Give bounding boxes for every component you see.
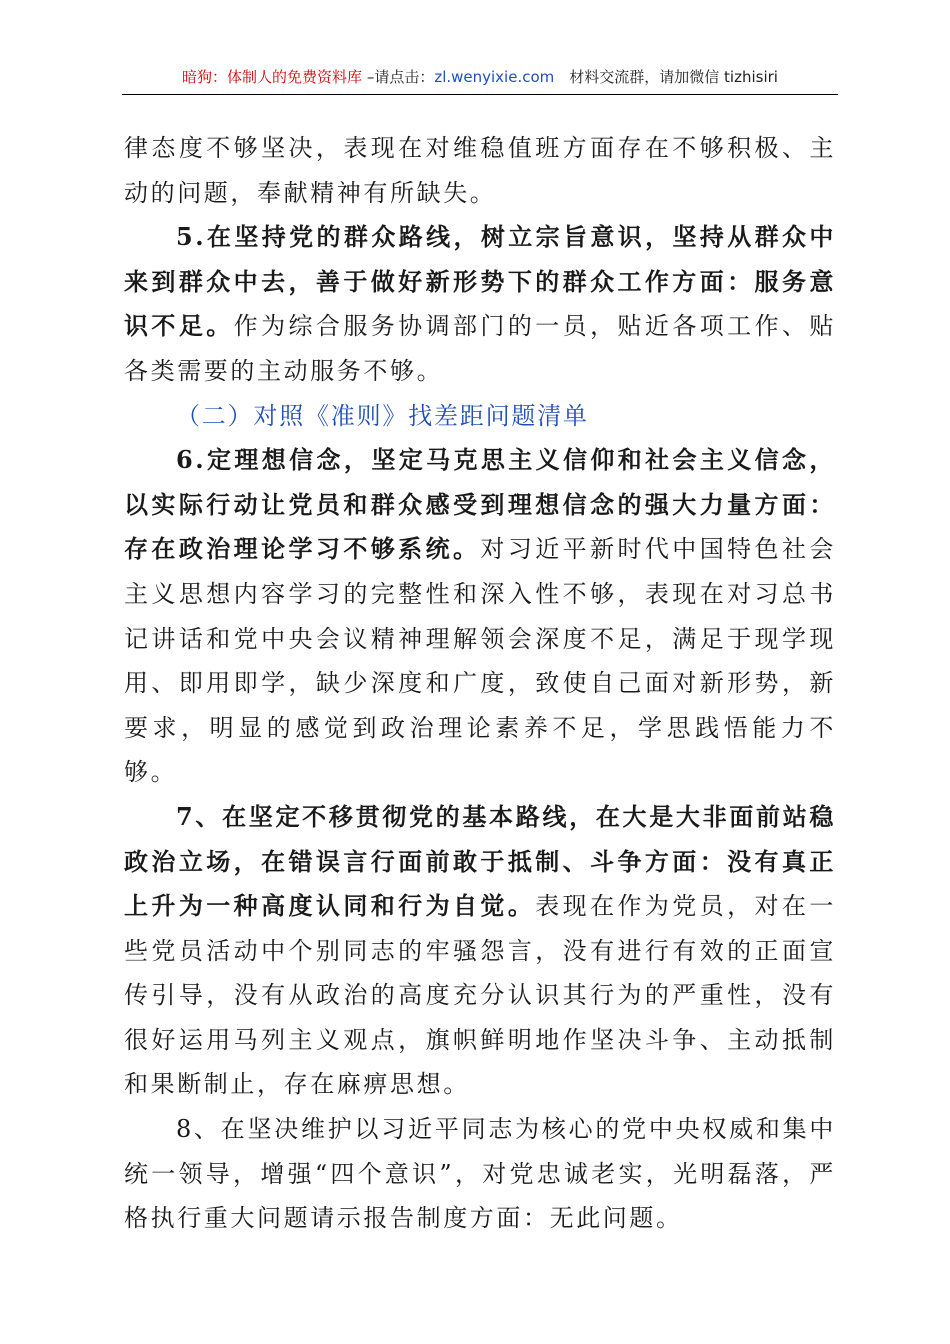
paragraph-text: 对习近平新时代中国特色社会主义思想内容学习的完整性和深入性不够，表现在对习总书记讲话和党中央会议精神理解领会深度不足，满足于现学现用、即用即学，缺少深度和广度，致使自己面对新形势，新要求，明显的感觉到政治理论素养不足，学思践悟能力不够。 [124, 535, 836, 787]
header-click-prompt: –请点击： [362, 68, 435, 86]
header-wechat-note: 材料交流群，请加微信 tizhisiri [554, 68, 778, 86]
section-heading: （二）对照《准则》找差距问题清单 [176, 401, 589, 430]
paragraph-bold-lead: 6.定理想信念，坚定马克思主义信仰和社会主义信念，以实际行动让党员和群众感受到理想信念的强大力量方面：存在政治理论学习不够系统。 [124, 445, 836, 564]
header-site-name: 暗狗：体制人的免费资料库 [182, 68, 363, 86]
paragraph-bold-lead: 5.在坚持党的群众路线，树立宗旨意识，坚持从群众中来到群众中去，善于做好新形势下的群众工作方面：服务意识不足。 [124, 222, 836, 341]
paragraph-item-5 [124, 215, 836, 393]
paragraph-item-6 [124, 438, 836, 795]
document-body [124, 126, 836, 1241]
paragraph-item-7 [124, 795, 836, 1107]
page-header [122, 66, 838, 95]
paragraph-text: 表现在作为党员，对在一些党员活动中个别同志的牢骚怨言，没有进行有效的正面宣传引导，没有从政治的高度充分认识其行为的严重性，没有很好运用马列主义观点，旗帜鲜明地作坚决斗争、主动抵制和果断制止，存在麻痹思想。 [124, 892, 836, 1099]
paragraph-bold-lead: 7、在坚定不移贯彻党的基本路线，在大是大非面前站稳政治立场，在错误言行面前敢于抵制、斗争方面：没有真正上升为一种高度认同和行为自觉。 [124, 801, 836, 921]
header-link[interactable]: zl.wenyixie.com [434, 68, 555, 86]
paragraph-text: 律态度不够坚决，表现在对维稳值班方面存在不够积极、主动的问题，奉献精神有所缺失。 [124, 134, 836, 207]
paragraph-text: 作为综合服务协调部门的一员，贴近各项工作、贴各类需要的主动服务不够。 [124, 312, 836, 385]
paragraph-text: 8、在坚决维护以习近平同志为核心的党中央权威和集中统一领导，增强“四个意识”，对党忠诚老实，光明磊落，严格执行重大问题请示报告制度方面：无此问题。 [124, 1115, 836, 1233]
paragraph-item-8 [124, 1107, 836, 1241]
paragraph-continued [124, 126, 836, 215]
